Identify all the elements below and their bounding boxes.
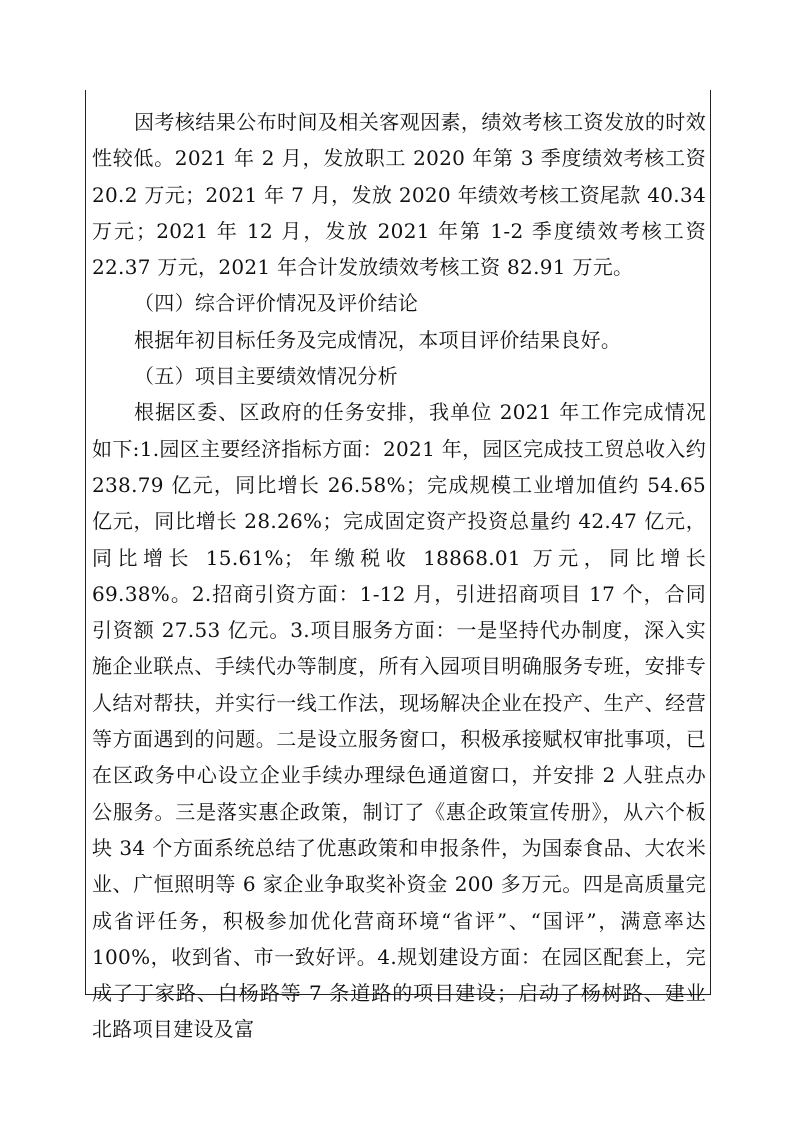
document-body xyxy=(92,104,706,1048)
section-heading-performance-analysis: （五）项目主要绩效情况分析 xyxy=(134,364,398,389)
section-heading-evaluation-conclusion: （四）综合评价情况及评价结论 xyxy=(134,291,419,316)
paragraph-bonus-timeliness: 因考核结果公布时间及相关客观因素，绩效考核工资发放的时效性较低。2021 年 2 月，发放职工 2020 年第 3 季度绩效考核工资 20.2 万元；2021 年 7 月，发放 2020 年绩效考核工资尾款 40.34 万元；2021 年 12 月，发放 2021 年第 1-2 季度绩效考核工资 22.37 万元，2021 年合计发放绩效考核工资 82.91 万元。 xyxy=(92,110,706,280)
paragraph-evaluation-result: 根据年初目标任务及完成情况，本项目评价结果良好。 xyxy=(134,327,622,352)
paragraph-work-completion: 根据区委、区政府的任务安排，我单位 2021 年工作完成情况如下:1.园区主要经济指标方面：2021 年，园区完成技工贸总收入约 238.79 亿元，同比增长 26.58%；完成规模工业增加值约 54.65 亿元，同比增长 28.26%；完成固定资产投资总量约 42.47 亿元，同比增长 15.61%；年缴税收 18868.01 万元，同比增长 69.38%。2.招商引资方面：1-12 月，引进招商项目 17 个，合同引资额 27.53 亿元。3.项目服务方面：一是坚持代办制度，深入实施企业联点、手续代办等制度，所有入园项目明确服务专班，安排专人结对帮扶，并实行一线工作法，现场解决企业在投产、生产、经营等方面遇到的问题。二是设立服务窗口，积极承接赋权审批事项，已在区政务中心设立企业手续办理绿色通道窗口，并安排 2 人驻点办公服务。三是落实惠企政策，制订了《惠企政策宣传册》，从六个板块 34 个方面系统总结了优惠政策和申报条件，为国泰食品、大农米业、广恒照明等 6 家企业争取奖补资金 200 多万元。四是高质量完成省评任务，积极参加优化营商环境“省评”、“国评”，满意率达 100%，收到省、市一致好评。4.规划建设方面：在园区配套上，完成了丁家路、白杨路等 7 条道路的项目建设；启动了杨树路、建业北路项目建设及富 xyxy=(92,400,706,1042)
